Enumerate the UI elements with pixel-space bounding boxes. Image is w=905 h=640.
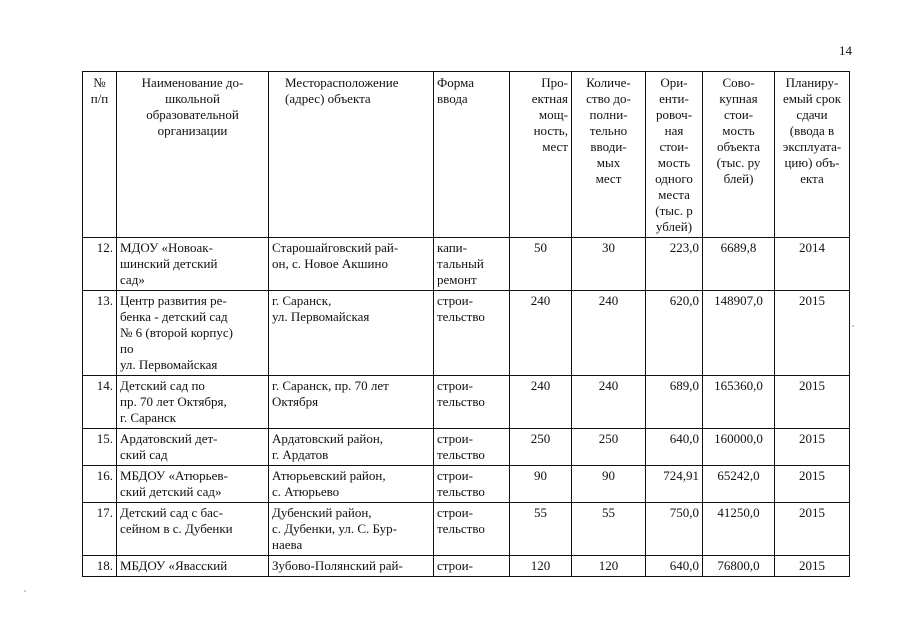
table-row — [83, 291, 850, 376]
cell-deadline: 2015 — [775, 291, 850, 376]
cell-capacity: 55 — [510, 503, 572, 556]
cell-total-cost: 65242,0 — [703, 466, 775, 503]
table-row — [83, 466, 850, 503]
cell-cost-per-place: 750,0 — [646, 503, 703, 556]
cell-deadline: 2015 — [775, 376, 850, 429]
cell-cost-per-place: 640,0 — [646, 556, 703, 577]
cell-name: Ардатовский дет- ский сад — [117, 429, 269, 466]
cell-deadline: 2014 — [775, 238, 850, 291]
cell-total-cost: 160000,0 — [703, 429, 775, 466]
cell-total-cost: 165360,0 — [703, 376, 775, 429]
cell-form: строи- тельство — [434, 466, 510, 503]
cell-name: МДОУ «Новоак- шинский детский сад» — [117, 238, 269, 291]
cell-additional: 120 — [572, 556, 646, 577]
cell-location: Атюрьевский район, с. Атюрьево — [269, 466, 434, 503]
cell-capacity: 250 — [510, 429, 572, 466]
table-row — [83, 503, 850, 556]
cell-name: Центр развития ре- бенка - детский сад № 6 (второй корпус) по ул. Первомайская — [117, 291, 269, 376]
cell-capacity: 120 — [510, 556, 572, 577]
header-capacity: Про- ектная мощ- ность, мест — [510, 72, 572, 238]
cell-deadline: 2015 — [775, 503, 850, 556]
cell-name: Детский сад с бас- сейном в с. Дубенки — [117, 503, 269, 556]
cell-form: строи- тельство — [434, 376, 510, 429]
scan-speck — [24, 590, 26, 592]
kindergarten-projects-table — [82, 71, 850, 577]
cell-capacity: 90 — [510, 466, 572, 503]
cell-total-cost: 148907,0 — [703, 291, 775, 376]
cell-additional: 55 — [572, 503, 646, 556]
cell-num: 17. — [83, 503, 117, 556]
cell-deadline: 2015 — [775, 466, 850, 503]
cell-num: 12. — [83, 238, 117, 291]
cell-num: 14. — [83, 376, 117, 429]
cell-additional: 240 — [572, 291, 646, 376]
cell-form: капи- тальный ремонт — [434, 238, 510, 291]
cell-cost-per-place: 724,91 — [646, 466, 703, 503]
cell-total-cost: 6689,8 — [703, 238, 775, 291]
cell-additional: 30 — [572, 238, 646, 291]
cell-form: строи- — [434, 556, 510, 577]
cell-name: Детский сад по пр. 70 лет Октября, г. Саранск — [117, 376, 269, 429]
cell-num: 15. — [83, 429, 117, 466]
cell-capacity: 50 — [510, 238, 572, 291]
cell-location: Зубово-Полянский рай- — [269, 556, 434, 577]
cell-location: г. Саранск, ул. Первомайская — [269, 291, 434, 376]
cell-location: Дубенский район, с. Дубенки, ул. С. Бур- наева — [269, 503, 434, 556]
header-cost-per-place: Ори- енти- ровоч- ная стои- мость одного места (тыс. р ублей) — [646, 72, 703, 238]
cell-form: строи- тельство — [434, 429, 510, 466]
cell-num: 16. — [83, 466, 117, 503]
table-row — [83, 376, 850, 429]
table-row — [83, 429, 850, 466]
scan-speck — [852, 325, 854, 327]
cell-deadline: 2015 — [775, 429, 850, 466]
cell-form: строи- тельство — [434, 291, 510, 376]
cell-additional: 90 — [572, 466, 646, 503]
page-number: 14 — [839, 43, 852, 58]
cell-additional: 240 — [572, 376, 646, 429]
cell-cost-per-place: 689,0 — [646, 376, 703, 429]
cell-num: 18. — [83, 556, 117, 577]
cell-cost-per-place: 640,0 — [646, 429, 703, 466]
cell-location: Старошайговский рай- он, с. Новое Акшино — [269, 238, 434, 291]
header-name: Наименование до- школьной образовательной организации — [117, 72, 269, 238]
header-deadline: Планиру- емый срок сдачи (ввода в эксплуата- цию) объ- екта — [775, 72, 850, 238]
cell-name: МБДОУ «Явасский — [117, 556, 269, 577]
cell-name: МБДОУ «Атюрьев- ский детский сад» — [117, 466, 269, 503]
cell-location: Ардатовский район, г. Ардатов — [269, 429, 434, 466]
cell-cost-per-place: 620,0 — [646, 291, 703, 376]
header-total-cost: Сово- купная стои- мость объекта (тыс. ру блей) — [703, 72, 775, 238]
table-row — [83, 556, 850, 577]
cell-cost-per-place: 223,0 — [646, 238, 703, 291]
header-form: Форма ввода — [434, 72, 510, 238]
cell-deadline: 2015 — [775, 556, 850, 577]
header-num: № п/п — [83, 72, 117, 238]
cell-capacity: 240 — [510, 291, 572, 376]
header-location: Месторасположение (адрес) объекта — [269, 72, 434, 238]
table-header-row — [83, 72, 850, 238]
cell-total-cost: 76800,0 — [703, 556, 775, 577]
cell-total-cost: 41250,0 — [703, 503, 775, 556]
cell-additional: 250 — [572, 429, 646, 466]
cell-form: строи- тельство — [434, 503, 510, 556]
header-additional: Количе- ство до- полни- тельно вводи- мых мест — [572, 72, 646, 238]
cell-location: г. Саранск, пр. 70 лет Октября — [269, 376, 434, 429]
table-row — [83, 238, 850, 291]
cell-capacity: 240 — [510, 376, 572, 429]
cell-num: 13. — [83, 291, 117, 376]
